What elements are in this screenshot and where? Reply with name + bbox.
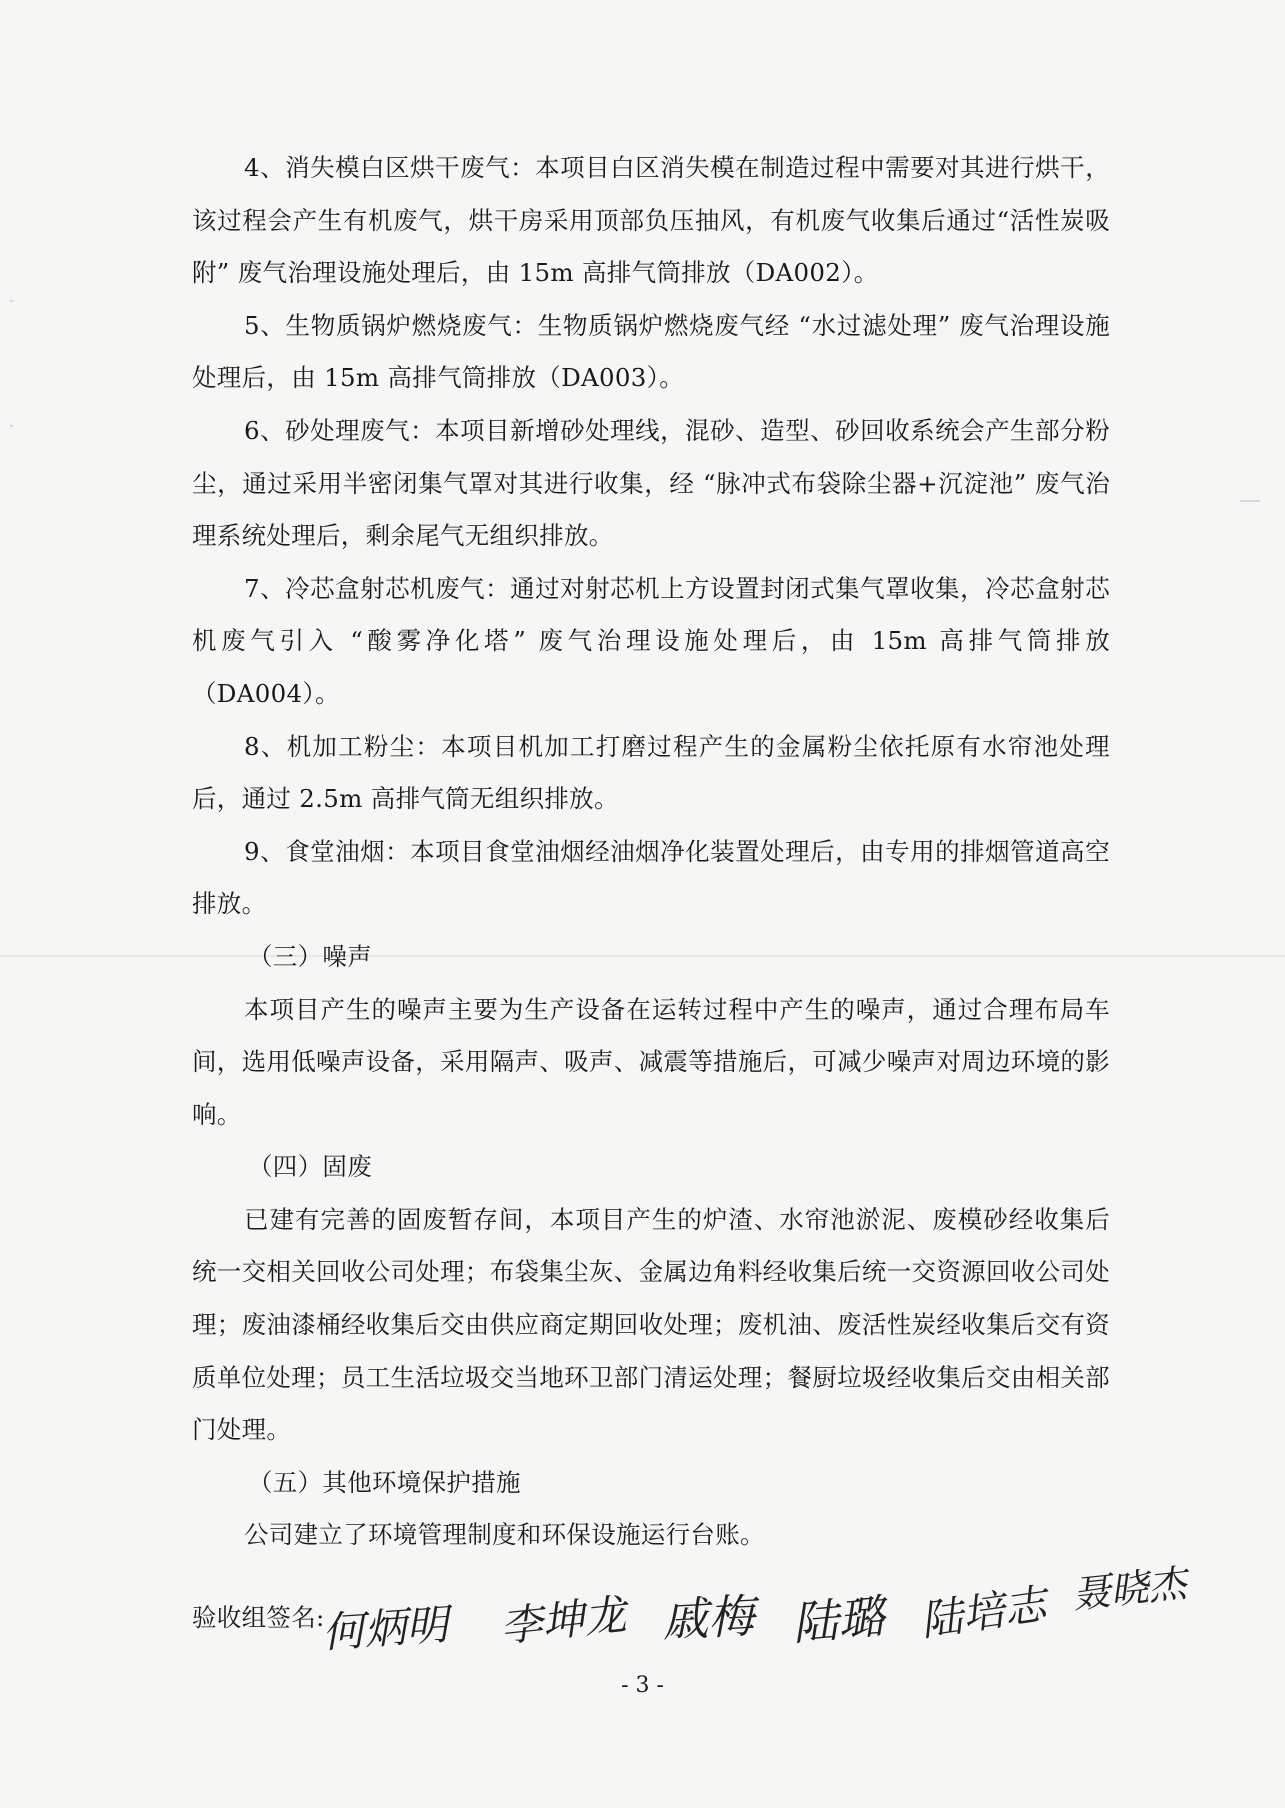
paragraph-exhaust-4: 4、消失模白区烘干废气：本项目白区消失模在制造过程中需要对其进行烘干，该过程会产生有机废气，烘干房采用顶部负压抽风，有机废气收集后通过“活性炭吸附” 废气治理设施处理后，由 15m 高排气筒排放（DA002）。 [192, 153, 1110, 288]
paragraph-exhaust-9: 9、食堂油烟：本项目食堂油烟经油烟净化装置处理后，由专用的排烟管道高空排放。 [192, 836, 1110, 919]
section-heading-other-measures: （五）其他环境保护措施 [248, 1467, 521, 1497]
paragraph-noise: 本项目产生的噪声主要为生产设备在运转过程中产生的噪声，通过合理布局车间，选用低噪声设备，采用隔声、吸声、减震等措施后，可减少噪声对周边环境的影响。 [192, 994, 1110, 1129]
paragraph-solid-waste: 已建有完善的固废暂存间，本项目产生的炉渣、水帘池淤泥、废模砂经收集后统一交相关回收公司处理；布袋集尘灰、金属边角料经收集后统一交资源回收公司处理；废油漆桶经收集后交由供应商定期回收处理；废机油、废活性炭经收集后交有资质单位处理；员工生活垃圾交当地环卫部门清运处理；餐厨垃圾经收集后交由相关部门处理。 [192, 1204, 1110, 1445]
section-heading-solid-waste: （四）固废 [248, 1152, 372, 1182]
handwritten-signature: 李坤龙 [498, 1589, 629, 1652]
paragraph-exhaust-5: 5、生物质锅炉燃烧废气：生物质锅炉燃烧废气经 “水过滤处理” 废气治理设施处理后，由 15m 高排气筒排放（DA003）。 [192, 310, 1110, 393]
page-number: - 3 - [621, 1673, 664, 1698]
scan-speck [10, 425, 13, 427]
paragraph-other-measures: 公司建立了环境管理制度和环保设施运行台账。 [244, 1520, 765, 1550]
handwritten-signature: 戚梅 [660, 1588, 756, 1648]
paragraph-exhaust-6: 6、砂处理废气：本项目新增砂处理线，混砂、造型、砂回收系统会产生部分粉尘，通过采用半密闭集气罩对其进行收集，经 “脉冲式布袋除尘器+沉淀池” 废气治理系统处理后，剩余尾气无组织排放。 [192, 415, 1110, 551]
handwritten-signature: 何炳明 [320, 1599, 450, 1658]
handwritten-signature: 聂晓杰 [1070, 1561, 1189, 1617]
scan-speck [1240, 500, 1260, 502]
handwritten-signature: 陆培志 [917, 1579, 1050, 1646]
scan-speck [10, 300, 13, 302]
handwritten-signature: 陆璐 [790, 1589, 887, 1651]
signature-row [192, 1558, 1212, 1658]
paragraph-exhaust-7: 7、冷芯盒射芯机废气：通过对射芯机上方设置封闭式集气罩收集，冷芯盒射芯机废气引入 “酸雾净化塔” 废气治理设施处理后，由 15m 高排气筒排放（DA004）。 [192, 573, 1110, 708]
document-body [192, 142, 1110, 1562]
section-heading-noise: （三）噪声 [248, 941, 372, 971]
signature-label: 验收组签名: [192, 1603, 325, 1632]
paragraph-exhaust-8: 8、机加工粉尘：本项目机加工打磨过程产生的金属粉尘依托原有水帘池处理后，通过 2.5m 高排气筒无组织排放。 [192, 731, 1110, 814]
